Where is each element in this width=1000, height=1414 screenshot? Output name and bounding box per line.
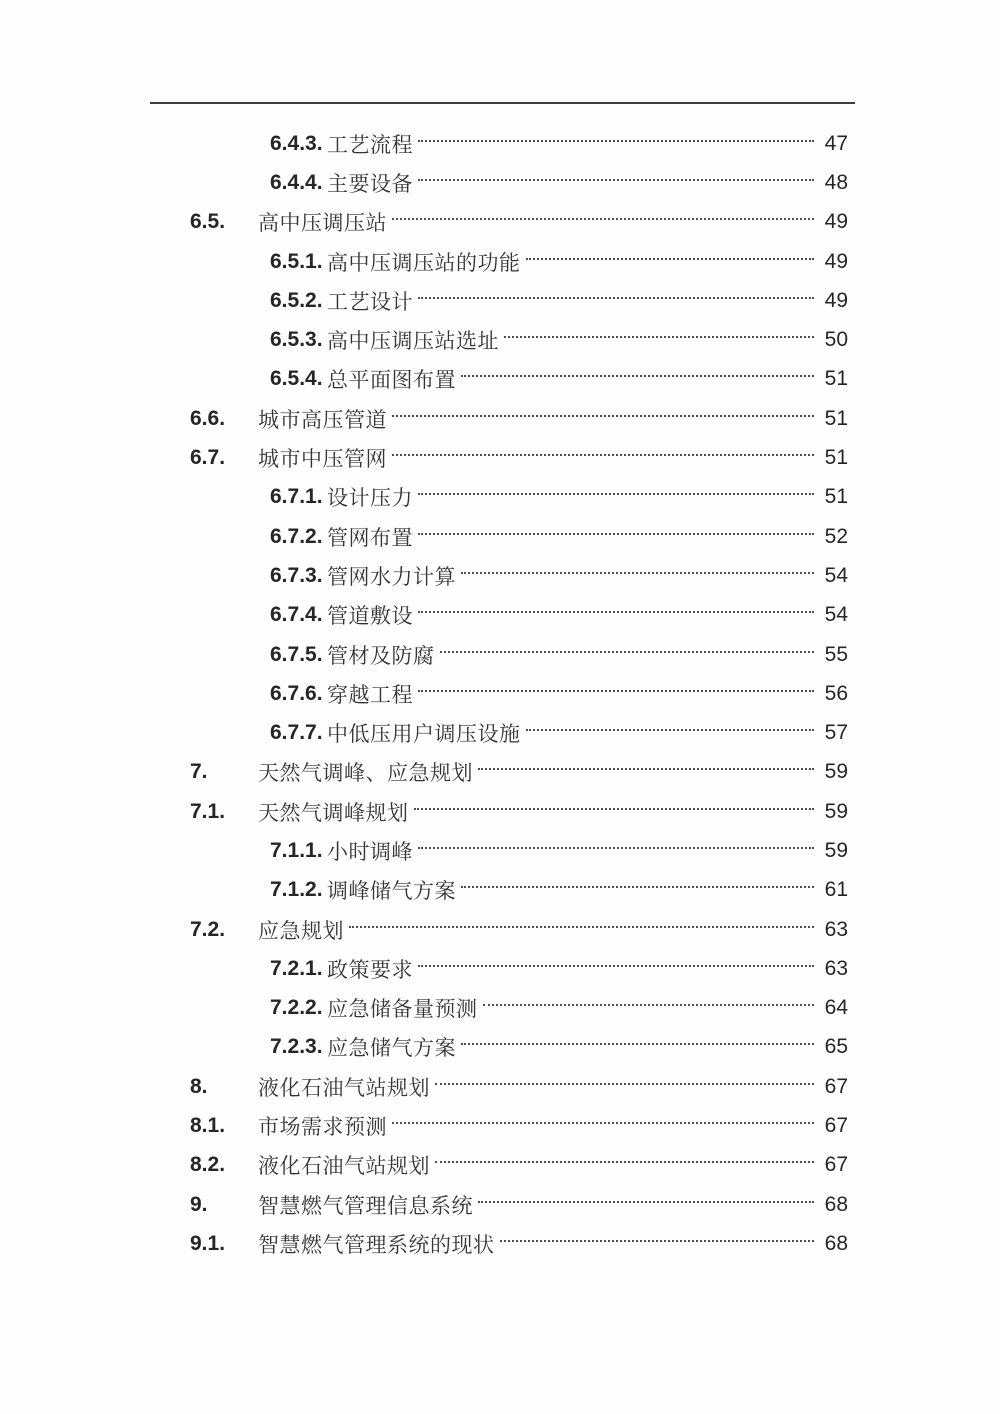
header-rule <box>150 102 855 104</box>
toc-entry <box>190 713 848 752</box>
toc-dot-leader <box>504 336 814 338</box>
toc-entry-number: 6.5.1. <box>270 249 323 273</box>
toc-entry-number: 8.2. <box>190 1153 226 1177</box>
toc-entry-number: 6.5. <box>190 210 226 234</box>
toc-dot-leader <box>349 926 814 928</box>
toc-entry-number: 9. <box>190 1192 208 1216</box>
toc-entry-title: 小时调峰 <box>327 840 413 864</box>
toc-entry-page: 63 <box>824 917 848 941</box>
toc-entry <box>190 753 848 792</box>
toc-entry-page: 67 <box>824 1153 848 1177</box>
toc-entry-title: 管材及防腐 <box>327 644 435 668</box>
toc-entry <box>190 556 848 595</box>
toc-entry-page: 47 <box>824 131 848 155</box>
toc-entry-number: 6.7.4. <box>270 603 323 627</box>
toc-entry-title: 总平面图布置 <box>327 369 456 393</box>
toc-entry <box>190 635 848 674</box>
toc-entry-title: 应急储气方案 <box>327 1037 456 1061</box>
toc-entry-page: 49 <box>824 249 848 273</box>
toc-entry <box>190 910 848 949</box>
toc-entry-number: 6.4.3. <box>270 131 323 155</box>
toc-entry <box>190 831 848 870</box>
toc-entry <box>190 1067 848 1106</box>
toc-entry-page: 57 <box>824 721 848 745</box>
toc-entry <box>190 478 848 517</box>
toc-entry-title: 天然气调峰规划 <box>258 801 409 825</box>
toc-entry-page: 54 <box>824 603 848 627</box>
toc-entry-title: 市场需求预测 <box>258 1116 387 1140</box>
toc-entry-number: 7.2. <box>190 917 226 941</box>
toc-entry-number: 7. <box>190 760 208 784</box>
toc-dot-leader <box>461 572 814 574</box>
toc-entry-number: 8. <box>190 1074 208 1098</box>
toc-entry-page: 51 <box>824 367 848 391</box>
toc-entry-title: 中低压用户调压设施 <box>327 723 521 747</box>
toc-dot-leader <box>392 1122 814 1124</box>
toc-entry-page: 50 <box>824 328 848 352</box>
toc-dot-leader <box>392 415 814 417</box>
toc-entry-number: 7.2.3. <box>270 1035 323 1059</box>
toc-entry-number: 6.4.4. <box>270 170 323 194</box>
toc-entry-title: 液化石油气站规划 <box>258 1076 430 1100</box>
toc-entry-title: 智慧燃气管理信息系统 <box>258 1194 473 1218</box>
toc-entry-title: 调峰储气方案 <box>327 880 456 904</box>
toc-entry-title: 管网水力计算 <box>327 565 456 589</box>
toc-entry <box>190 1224 848 1263</box>
toc-entry-page: 55 <box>824 642 848 666</box>
toc-entry-title: 天然气调峰、应急规划 <box>258 762 473 786</box>
toc-dot-leader <box>418 297 814 299</box>
toc-entry-page: 67 <box>824 1074 848 1098</box>
toc-dot-leader <box>461 886 814 888</box>
toc-entry-number: 7.2.2. <box>270 996 323 1020</box>
toc-entry-page: 49 <box>824 210 848 234</box>
toc-entry <box>190 203 848 242</box>
toc-dot-leader <box>478 768 814 770</box>
toc-dot-leader <box>392 218 814 220</box>
toc-entry <box>190 163 848 202</box>
toc-entry-page: 59 <box>824 799 848 823</box>
toc-dot-leader <box>526 258 815 260</box>
toc-dot-leader <box>461 375 814 377</box>
toc-entry-title: 工艺设计 <box>327 290 413 314</box>
toc-entry-title: 应急规划 <box>258 919 344 943</box>
toc-entry <box>190 399 848 438</box>
toc-entry-title: 穿越工程 <box>327 683 413 707</box>
toc-entry-number: 6.7.6. <box>270 681 323 705</box>
toc-dot-leader <box>392 454 814 456</box>
toc-entry <box>190 438 848 477</box>
toc-entry <box>190 949 848 988</box>
toc-entry-title: 主要设备 <box>327 172 413 196</box>
toc-entry-page: 65 <box>824 1035 848 1059</box>
toc-dot-leader <box>414 808 815 810</box>
toc-entry-page: 51 <box>824 485 848 509</box>
toc-dot-leader <box>418 611 814 613</box>
toc-entry-title: 管网布置 <box>327 526 413 550</box>
toc-entry-number: 7.2.1. <box>270 956 323 980</box>
toc-entry-title: 智慧燃气管理系统的现状 <box>258 1233 495 1257</box>
toc-entry-page: 54 <box>824 563 848 587</box>
toc-entry-number: 7.1.2. <box>270 878 323 902</box>
toc-entry-title: 城市高压管道 <box>258 408 387 432</box>
toc-entry <box>190 1146 848 1185</box>
toc-entry <box>190 1106 848 1145</box>
toc-entry <box>190 281 848 320</box>
toc-entry-title: 高中压调压站 <box>258 212 387 236</box>
toc-entry-page: 68 <box>824 1192 848 1216</box>
toc-entry-page: 63 <box>824 956 848 980</box>
toc-entry-page: 49 <box>824 288 848 312</box>
toc-dot-leader <box>418 179 814 181</box>
toc-entry-number: 6.5.3. <box>270 328 323 352</box>
toc-entry-page: 48 <box>824 170 848 194</box>
toc-entry-number: 6.7.5. <box>270 642 323 666</box>
toc-entry-page: 56 <box>824 681 848 705</box>
toc-entry-title: 城市中压管网 <box>258 448 387 472</box>
toc-entry-page: 61 <box>824 878 848 902</box>
toc-dot-leader <box>418 493 814 495</box>
toc-entry <box>190 320 848 359</box>
toc-entry-page: 52 <box>824 524 848 548</box>
toc-entry <box>190 792 848 831</box>
toc-dot-leader <box>483 1004 815 1006</box>
toc-entry-page: 51 <box>824 406 848 430</box>
toc-dot-leader <box>440 651 815 653</box>
toc-entry <box>190 1028 848 1067</box>
toc-dot-leader <box>418 140 814 142</box>
toc-entry <box>190 674 848 713</box>
toc-dot-leader <box>500 1240 815 1242</box>
toc-entry-title: 政策要求 <box>327 958 413 982</box>
toc-entry-number: 7.1.1. <box>270 838 323 862</box>
toc-dot-leader <box>435 1083 814 1085</box>
toc-entry <box>190 1185 848 1224</box>
toc-dot-leader <box>435 1161 814 1163</box>
toc-entry-number: 6.7.3. <box>270 563 323 587</box>
toc-entry <box>190 360 848 399</box>
toc-entry <box>190 517 848 556</box>
toc-entry <box>190 596 848 635</box>
toc-dot-leader <box>461 1043 814 1045</box>
toc-dot-leader <box>478 1201 814 1203</box>
toc-entry-number: 6.5.2. <box>270 288 323 312</box>
toc-list <box>190 124 848 1264</box>
toc-entry-title: 工艺流程 <box>327 133 413 157</box>
toc-entry-page: 59 <box>824 760 848 784</box>
toc-entry <box>190 989 848 1028</box>
toc-entry-number: 8.1. <box>190 1114 226 1138</box>
toc-entry-number: 9.1. <box>190 1231 226 1255</box>
toc-dot-leader <box>418 965 814 967</box>
toc-entry <box>190 124 848 163</box>
toc-entry-page: 67 <box>824 1114 848 1138</box>
toc-entry-title: 设计压力 <box>327 487 413 511</box>
toc-entry <box>190 871 848 910</box>
toc-entry-number: 6.7.1. <box>270 485 323 509</box>
toc-entry-title: 高中压调压站的功能 <box>327 251 521 275</box>
toc-entry-number: 6.7.2. <box>270 524 323 548</box>
toc-entry-page: 59 <box>824 838 848 862</box>
toc-entry-number: 6.5.4. <box>270 367 323 391</box>
toc-entry <box>190 242 848 281</box>
toc-entry-number: 6.6. <box>190 406 226 430</box>
toc-entry-number: 7.1. <box>190 799 226 823</box>
toc-entry-number: 6.7. <box>190 446 226 470</box>
toc-entry-title: 液化石油气站规划 <box>258 1155 430 1179</box>
toc-entry-page: 68 <box>824 1231 848 1255</box>
toc-entry-number: 6.7.7. <box>270 721 323 745</box>
toc-dot-leader <box>526 729 815 731</box>
toc-entry-title: 管道敷设 <box>327 605 413 629</box>
toc-dot-leader <box>418 690 814 692</box>
toc-dot-leader <box>418 847 814 849</box>
toc-entry-page: 64 <box>824 996 848 1020</box>
toc-dot-leader <box>418 533 814 535</box>
toc-entry-title: 应急储备量预测 <box>327 998 478 1022</box>
toc-entry-title: 高中压调压站选址 <box>327 330 499 354</box>
toc-entry-page: 51 <box>824 446 848 470</box>
